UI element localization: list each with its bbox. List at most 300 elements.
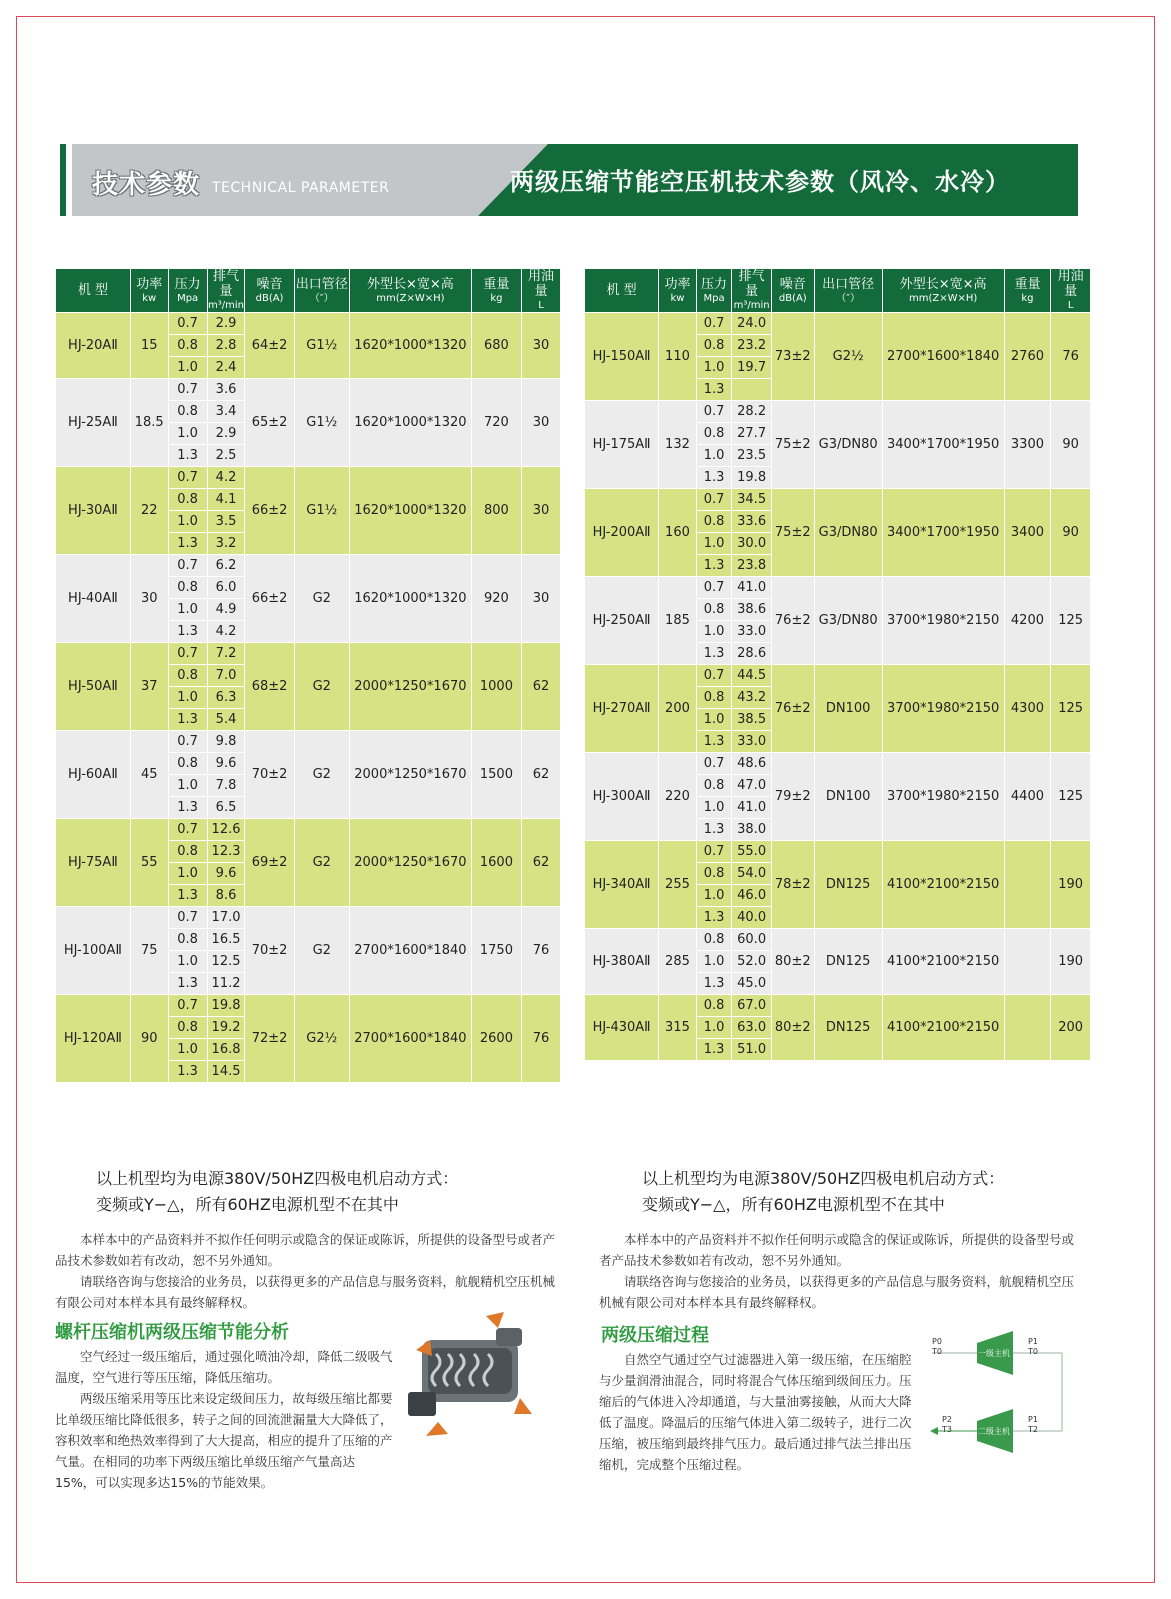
cell-flow: 2.9 [207, 423, 245, 445]
model-group [585, 929, 1091, 995]
cell-flow: 4.9 [207, 599, 245, 621]
cell-pressure: 1.0 [696, 621, 732, 643]
model-group [56, 731, 561, 819]
model-group [56, 995, 561, 1083]
column-header-weight [471, 269, 521, 313]
cell-flow: 4.1 [207, 489, 245, 511]
cell-weight: 920 [471, 555, 521, 643]
cell-flow: 63.0 [732, 1017, 772, 1039]
cell-flow: 38.5 [732, 709, 772, 731]
cell-oil: 62 [522, 643, 561, 731]
column-header-model [56, 269, 131, 313]
cell-flow: 43.2 [732, 687, 772, 709]
cell-outlet: G3/DN80 [814, 401, 882, 489]
label-p1-in2: P1 [1028, 1415, 1038, 1424]
cell-oil: 200 [1051, 995, 1091, 1061]
page-title: 两级压缩节能空压机技术参数（风冷、水冷） [510, 168, 1010, 196]
cell-flow: 9.8 [207, 731, 245, 753]
cell-power: 160 [659, 489, 697, 577]
column-header-model-label: 机 型 [77, 283, 108, 298]
cell-oil: 90 [1051, 489, 1091, 577]
cell-power: 37 [130, 643, 168, 731]
table-row [56, 819, 561, 841]
column-header-weight-unit: kg [1021, 292, 1034, 304]
cell-flow: 6.0 [207, 577, 245, 599]
cell-pressure: 1.0 [696, 885, 732, 907]
cell-outlet: G3/DN80 [814, 577, 882, 665]
cell-power: 45 [130, 731, 168, 819]
cell-weight: 3400 [1004, 489, 1051, 577]
cell-flow: 38.0 [732, 819, 772, 841]
cell-model: HJ-200AⅡ [585, 489, 659, 577]
model-group [585, 665, 1091, 753]
cell-model: HJ-100AⅡ [56, 907, 131, 995]
column-header-flow [732, 269, 772, 313]
cell-power: 200 [659, 665, 697, 753]
cell-outlet: DN125 [814, 929, 882, 995]
cell-model: HJ-20AⅡ [56, 313, 131, 379]
stage1-label: 一级主机 [978, 1349, 1010, 1358]
cell-outlet: G2½ [814, 313, 882, 401]
cell-flow: 6.2 [207, 555, 245, 577]
cell-pressure: 1.3 [168, 621, 207, 643]
table-row [56, 643, 561, 665]
analysis-paragraph-1: 空气经过一级压缩后，通过强化喷油冷却，降低二级吸气温度，空气进行等压压缩，降低压缩功。 [55, 1349, 393, 1385]
table-row [56, 467, 561, 489]
cell-dim: 3400*1700*1950 [882, 489, 1004, 577]
cell-power: 30 [130, 555, 168, 643]
cell-power: 75 [130, 907, 168, 995]
model-group [56, 555, 561, 643]
column-header-pressure-label: 压力 [174, 276, 201, 292]
process-title: 两级压缩过程 [601, 1325, 709, 1346]
column-header-weight [1004, 269, 1051, 313]
column-header-noise-label: 噪音 [256, 276, 283, 292]
cell-dim: 1620*1000*1320 [349, 555, 471, 643]
cell-noise: 75±2 [771, 401, 814, 489]
column-header-flow-label: 排气量 [213, 269, 240, 299]
cell-flow: 16.8 [207, 1039, 245, 1061]
model-group [56, 379, 561, 467]
cell-outlet: G1½ [294, 313, 349, 379]
cell-flow: 27.7 [732, 423, 772, 445]
cell-pressure: 1.0 [168, 423, 207, 445]
cell-flow: 23.2 [732, 335, 772, 357]
cell-model: HJ-340AⅡ [585, 841, 659, 929]
cell-pressure: 0.7 [696, 489, 732, 511]
cell-flow: 7.0 [207, 665, 245, 687]
cell-flow: 40.0 [732, 907, 772, 929]
column-header-flow [207, 269, 245, 313]
spec-table-right [584, 268, 1091, 1061]
cell-flow: 2.5 [207, 445, 245, 467]
model-group [56, 643, 561, 731]
cell-noise: 66±2 [245, 467, 294, 555]
cell-pressure: 1.0 [168, 599, 207, 621]
table-row [585, 929, 1091, 951]
cell-flow: 41.0 [732, 797, 772, 819]
cell-outlet: G2 [294, 907, 349, 995]
cell-pressure: 1.3 [168, 533, 207, 555]
column-header-pressure [696, 269, 732, 313]
cell-pressure: 1.3 [696, 1039, 732, 1061]
model-group [56, 907, 561, 995]
cell-flow: 33.0 [732, 621, 772, 643]
column-header-weight-unit: kg [490, 292, 503, 304]
cell-pressure: 1.0 [168, 511, 207, 533]
cell-pressure: 0.7 [696, 577, 732, 599]
cell-flow: 17.0 [207, 907, 245, 929]
cell-flow: 3.5 [207, 511, 245, 533]
cell-flow: 28.6 [732, 643, 772, 665]
cell-noise: 68±2 [245, 643, 294, 731]
cell-flow: 9.6 [207, 863, 245, 885]
cell-dim: 3700*1980*2150 [882, 665, 1004, 753]
cell-oil: 125 [1051, 577, 1091, 665]
cell-pressure: 0.7 [168, 379, 207, 401]
cell-flow: 3.2 [207, 533, 245, 555]
cell-pressure: 0.8 [696, 687, 732, 709]
cell-flow: 12.6 [207, 819, 245, 841]
cell-dim: 2000*1250*1670 [349, 731, 471, 819]
model-group [56, 819, 561, 907]
cell-flow: 60.0 [732, 929, 772, 951]
cell-dim: 3400*1700*1950 [882, 401, 1004, 489]
outlet-arrow-icon [930, 1427, 938, 1435]
cell-pressure: 1.0 [696, 709, 732, 731]
cell-model: HJ-380AⅡ [585, 929, 659, 995]
cell-pressure: 1.3 [168, 797, 207, 819]
cell-flow: 38.6 [732, 599, 772, 621]
cell-dim: 4100*2100*2150 [882, 841, 1004, 929]
cell-pressure: 0.7 [696, 841, 732, 863]
cell-model: HJ-430AⅡ [585, 995, 659, 1061]
cell-outlet: DN125 [814, 995, 882, 1061]
cell-outlet: G2½ [294, 995, 349, 1083]
cell-weight: 1500 [471, 731, 521, 819]
cell-weight: 3300 [1004, 401, 1051, 489]
column-header-power-label: 功率 [136, 276, 163, 292]
column-header-pressure-unit: Mpa [177, 292, 199, 304]
header-row [56, 269, 561, 313]
column-header-model-label: 机 型 [606, 283, 637, 298]
cell-noise: 72±2 [245, 995, 294, 1083]
column-header-outlet-unit: （″） [836, 292, 861, 304]
cell-pressure: 1.0 [168, 863, 207, 885]
cell-model: HJ-75AⅡ [56, 819, 131, 907]
cell-pressure: 1.0 [168, 775, 207, 797]
power-note-left-2: 变频或Y−△，所有60HZ电源机型不在其中 [96, 1195, 399, 1214]
cell-model: HJ-175AⅡ [585, 401, 659, 489]
cell-flow: 44.5 [732, 665, 772, 687]
power-note-right-1: 以上机型均为电源380V/50HZ四极电机启动方式： [642, 1169, 1005, 1188]
column-header-pressure-unit: Mpa [703, 292, 725, 304]
cell-power: 315 [659, 995, 697, 1061]
label-t2: T2 [1028, 1425, 1038, 1434]
column-header-noise [771, 269, 814, 313]
cell-flow: 11.2 [207, 973, 245, 995]
cell-model: HJ-250AⅡ [585, 577, 659, 665]
cell-pressure: 1.0 [696, 1017, 732, 1039]
cell-flow: 2.8 [207, 335, 245, 357]
cell-pressure: 1.3 [696, 467, 732, 489]
cell-pressure: 1.0 [168, 687, 207, 709]
cell-oil: 62 [522, 819, 561, 907]
cell-weight: 800 [471, 467, 521, 555]
cell-flow: 33.6 [732, 511, 772, 533]
process-text [599, 1349, 915, 1475]
table-row [585, 313, 1091, 335]
cell-oil: 30 [522, 313, 561, 379]
column-header-oil-unit: L [1067, 300, 1074, 311]
cell-pressure: 1.0 [168, 951, 207, 973]
cell-power: 185 [659, 577, 697, 665]
cell-outlet: DN100 [814, 665, 882, 753]
cell-flow: 23.5 [732, 445, 772, 467]
model-group [585, 995, 1091, 1061]
cell-outlet: G1½ [294, 379, 349, 467]
column-header-dim [882, 269, 1004, 313]
cell-pressure: 0.8 [168, 929, 207, 951]
column-header-oil [522, 269, 561, 313]
cell-pressure: 0.7 [696, 753, 732, 775]
analysis-paragraph-2: 两级压缩采用等压比来设定级间压力，故每级压缩比都要比单级压缩比降低很多，转子之间的回流泄漏量大大降低了，容积效率和绝热效率得到了大大提高，相应的提升了压缩的产气量。在相同的功率下两级压缩比单级压缩产气量高达15%，可以实现多达15%的节能效果。 [55, 1391, 393, 1490]
cell-outlet: G3/DN80 [814, 489, 882, 577]
column-header-dim-label: 外型长×宽×高 [899, 276, 987, 292]
cell-flow: 54.0 [732, 863, 772, 885]
cell-noise: 70±2 [245, 907, 294, 995]
cell-flow: 12.5 [207, 951, 245, 973]
cell-pressure: 0.7 [168, 643, 207, 665]
cell-flow: 19.2 [207, 1017, 245, 1039]
cell-dim: 2700*1600*1840 [882, 313, 1004, 401]
cell-pressure: 0.7 [168, 819, 207, 841]
column-header-outlet-unit: （″） [309, 292, 334, 304]
cell-pressure: 0.7 [168, 907, 207, 929]
column-header-model [585, 269, 659, 313]
cell-power: 55 [130, 819, 168, 907]
column-header-dim-unit: mm(Z×W×H) [908, 292, 978, 304]
column-header-outlet-label: 出口管径 [822, 276, 875, 292]
cell-noise: 78±2 [771, 841, 814, 929]
cell-flow: 16.5 [207, 929, 245, 951]
disclaimer-left [55, 1229, 563, 1313]
cell-noise: 66±2 [245, 555, 294, 643]
cell-model: HJ-60AⅡ [56, 731, 131, 819]
cell-power: 15 [130, 313, 168, 379]
cell-pressure: 1.3 [168, 973, 207, 995]
cell-pressure: 1.3 [696, 555, 732, 577]
cell-pressure: 0.8 [696, 775, 732, 797]
cell-dim: 2700*1600*1840 [349, 995, 471, 1083]
cell-pressure: 0.8 [696, 863, 732, 885]
cell-pressure: 1.3 [696, 907, 732, 929]
cell-dim: 4100*2100*2150 [882, 929, 1004, 995]
cell-oil: 125 [1051, 753, 1091, 841]
model-group [56, 313, 561, 379]
cell-flow: 33.0 [732, 731, 772, 753]
process-paragraph-1: 自然空气通过空气过滤器进入第一级压缩，在压缩腔与少量润滑油混合，同时将混合气体压缩到级间压力。压缩后的气体进入冷却通道，与大量油雾接触，从而大大降低了温度。降温后的压缩气体进入第二级转子，进行二次压缩，被压缩到最终排气压力。最后通过排气法兰排出压缩机，完成整个压缩过程。 [599, 1352, 912, 1472]
cell-flow: 19.7 [732, 357, 772, 379]
cell-oil: 125 [1051, 665, 1091, 753]
cell-oil: 62 [522, 731, 561, 819]
cell-flow: 67.0 [732, 995, 772, 1017]
cell-pressure: 1.3 [696, 379, 732, 401]
cell-model: HJ-270AⅡ [585, 665, 659, 753]
table-row [585, 577, 1091, 599]
cell-pressure: 0.8 [696, 511, 732, 533]
column-header-flow-unit: m³/min [208, 300, 245, 311]
cell-model: HJ-30AⅡ [56, 467, 131, 555]
cell-pressure: 0.8 [168, 753, 207, 775]
table-row [585, 401, 1091, 423]
cell-pressure: 1.3 [696, 643, 732, 665]
cell-model: HJ-50AⅡ [56, 643, 131, 731]
cell-oil: 90 [1051, 401, 1091, 489]
table-row [56, 907, 561, 929]
cell-power: 18.5 [130, 379, 168, 467]
table-row [585, 665, 1091, 687]
cell-pressure: 0.7 [168, 555, 207, 577]
cell-flow: 5.4 [207, 709, 245, 731]
cell-flow: 9.6 [207, 753, 245, 775]
table-row [585, 753, 1091, 775]
banner-accent-bar [60, 144, 66, 216]
cell-pressure: 1.3 [168, 709, 207, 731]
cell-weight [1004, 995, 1051, 1061]
column-header-oil-label: 用油量 [1057, 269, 1084, 299]
cell-outlet: G2 [294, 643, 349, 731]
cell-pressure: 1.0 [696, 357, 732, 379]
compression-process-diagram [930, 1325, 1070, 1475]
table-row [56, 313, 561, 335]
model-group [585, 841, 1091, 929]
column-header-pressure-label: 压力 [701, 276, 728, 292]
label-t0-in: T0 [932, 1347, 942, 1356]
cell-pressure: 1.0 [696, 445, 732, 467]
cell-flow: 4.2 [207, 621, 245, 643]
cell-flow: 52.0 [732, 951, 772, 973]
model-group [585, 753, 1091, 841]
column-header-power-label: 功率 [664, 276, 691, 292]
cell-pressure: 1.0 [696, 797, 732, 819]
cell-flow: 12.3 [207, 841, 245, 863]
cell-oil: 76 [522, 995, 561, 1083]
section-title-en: TECHNICAL PARAMETER [212, 180, 390, 196]
cell-flow: 3.6 [207, 379, 245, 401]
column-header-outlet [814, 269, 882, 313]
table-row [56, 995, 561, 1017]
cell-pressure: 1.3 [696, 731, 732, 753]
cell-oil: 190 [1051, 929, 1091, 995]
compressor-cutaway-image [408, 1310, 538, 1440]
cell-outlet: DN125 [814, 841, 882, 929]
cell-flow: 41.0 [732, 577, 772, 599]
cell-weight: 2600 [471, 995, 521, 1083]
cell-weight: 4400 [1004, 753, 1051, 841]
column-header-power [659, 269, 697, 313]
cell-pressure: 0.7 [696, 401, 732, 423]
cell-pressure: 0.7 [168, 731, 207, 753]
cell-pressure: 1.0 [696, 533, 732, 555]
cell-oil: 30 [522, 467, 561, 555]
section-title-cn: 技术参数 [92, 170, 201, 200]
cell-pressure: 1.3 [696, 973, 732, 995]
header-banner [60, 144, 1078, 216]
cell-outlet: G2 [294, 555, 349, 643]
cell-power: 220 [659, 753, 697, 841]
cell-flow: 46.0 [732, 885, 772, 907]
table-row [56, 731, 561, 753]
column-header-pressure [168, 269, 207, 313]
cell-oil: 30 [522, 379, 561, 467]
cell-pressure: 1.0 [168, 1039, 207, 1061]
cell-pressure: 1.3 [168, 885, 207, 907]
cell-noise: 73±2 [771, 313, 814, 401]
cell-dim: 1620*1000*1320 [349, 313, 471, 379]
cell-weight [1004, 929, 1051, 995]
table-row [585, 489, 1091, 511]
cell-outlet: G1½ [294, 467, 349, 555]
cell-flow: 6.5 [207, 797, 245, 819]
cell-pressure: 1.3 [168, 445, 207, 467]
diagram-shapes [930, 1325, 1070, 1475]
column-header-noise-unit: dB(A) [778, 292, 807, 304]
power-note-left-1: 以上机型均为电源380V/50HZ四极电机启动方式： [96, 1169, 459, 1188]
column-header-oil-unit: L [538, 300, 544, 311]
label-t3: T3 [942, 1425, 952, 1434]
disclaimer-left-2: 请联络咨询与您接洽的业务员，以获得更多的产品信息与服务资料，航舰精机空压机械有限公司对本样本具有最终解释权。 [55, 1274, 556, 1310]
cell-power: 110 [659, 313, 697, 401]
cell-dim: 2700*1600*1840 [349, 907, 471, 995]
cell-power: 285 [659, 929, 697, 995]
cell-flow: 23.8 [732, 555, 772, 577]
column-header-dim [349, 269, 471, 313]
cell-weight: 720 [471, 379, 521, 467]
cell-oil: 76 [522, 907, 561, 995]
table-row [56, 555, 561, 577]
column-header-dim-unit: mm(Z×W×H) [376, 292, 445, 304]
cell-noise: 80±2 [771, 929, 814, 995]
cell-pressure: 0.8 [696, 423, 732, 445]
column-header-weight-label: 重量 [1014, 276, 1041, 292]
column-header-power-unit: kw [142, 292, 157, 304]
cell-power: 255 [659, 841, 697, 929]
cell-flow: 6.3 [207, 687, 245, 709]
disclaimer-right-1: 本样本中的产品资料并不拟作任何明示或隐含的保证或陈诉，所提供的设备型号或者产品技术参数如若有改动，恕不另外通知。 [599, 1232, 1075, 1268]
cell-pressure: 1.0 [696, 951, 732, 973]
cell-pressure: 0.7 [696, 313, 732, 335]
cell-weight: 680 [471, 313, 521, 379]
label-p1-out: P1 [1028, 1337, 1038, 1346]
cell-pressure: 0.7 [168, 313, 207, 335]
cell-weight: 4200 [1004, 577, 1051, 665]
cell-dim: 4100*2100*2150 [882, 995, 1004, 1061]
cell-model: HJ-40AⅡ [56, 555, 131, 643]
cell-model: HJ-150AⅡ [585, 313, 659, 401]
spec-table-left [55, 268, 561, 1083]
cell-oil: 190 [1051, 841, 1091, 929]
cell-weight [1004, 841, 1051, 929]
cell-pressure: 1.0 [168, 357, 207, 379]
column-header-dim-label: 外型长×宽×高 [366, 276, 454, 292]
cell-dim: 2000*1250*1670 [349, 643, 471, 731]
column-header-outlet [294, 269, 349, 313]
cell-noise: 76±2 [771, 577, 814, 665]
cell-outlet: G2 [294, 731, 349, 819]
cell-pressure: 0.8 [696, 929, 732, 951]
cell-weight: 2760 [1004, 313, 1051, 401]
